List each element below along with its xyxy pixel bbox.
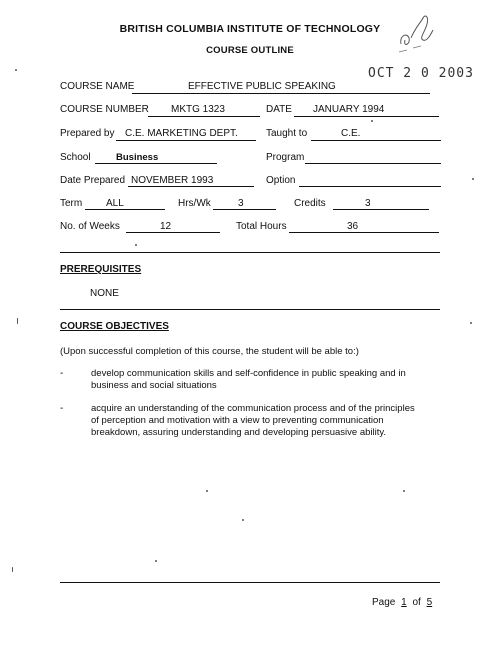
option-label: Option [266,175,296,186]
date-value: JANUARY 1994 [313,104,385,115]
course-number-line [148,116,260,117]
total-hours-value: 36 [347,221,359,232]
page-current: 1 [401,597,407,608]
objective-1-line-1: develop communication skills and self-confidence in public speaking and in [91,368,406,379]
taught-to-value: C.E. [341,128,361,139]
section-divider-top [60,252,440,253]
prerequisites-text: NONE [90,288,119,299]
scan-speck [135,244,137,246]
institution-name: BRITISH COLUMBIA INSTITUTE OF TECHNOLOGY [119,23,381,35]
date-line [294,116,439,117]
scan-speck [15,69,17,71]
scan-speck [470,322,472,324]
handwritten-signature [393,8,441,54]
school-label: School [60,152,91,163]
objective-2-line-2: of perception and motivation with a view to preventing communication [91,415,384,426]
date-prepared-label: Date Prepared [60,175,126,186]
objective-1-line-2: business and social situations [91,380,217,391]
total-hours-line [289,232,439,233]
hrs-wk-value: 3 [238,198,244,209]
course-number-label: COURSE NUMBER [60,104,149,115]
date-label: DATE [266,104,292,115]
section-divider-middle [60,309,440,310]
objective-1-bullet: - [60,368,64,379]
school-value: Business [116,152,159,163]
date-prepared-value: NOVEMBER 1993 [131,175,214,186]
objectives-intro: (Upon successful completion of this course, the student will be able to:) [60,346,359,357]
objective-2-line-3: breakdown, assuring understanding and developing persuasive ability. [91,427,387,438]
document-title: COURSE OUTLINE [206,45,294,56]
prepared-by-line [116,140,256,141]
taught-to-label: Taught to [266,128,308,139]
scan-speck [472,178,474,180]
taught-to-line [311,140,441,141]
credits-label: Credits [294,198,326,209]
weeks-label: No. of Weeks [60,221,120,232]
course-name-line [132,93,430,94]
prerequisites-heading: PREREQUISITES [60,264,142,275]
scan-speck [12,567,13,572]
weeks-line [126,232,220,233]
hrs-wk-label: Hrs/Wk [178,198,211,209]
scan-speck [403,490,405,492]
date-prepared-line [128,186,254,187]
page-total: 5 [426,597,433,608]
objective-2-line-1: acquire an understanding of the communication process and of the principles [91,403,415,414]
credits-value: 3 [365,198,371,209]
term-line [85,209,165,210]
school-line [95,163,217,164]
term-label: Term [60,198,83,209]
page-number [372,597,435,608]
objectives-heading: COURSE OBJECTIVES [60,321,169,332]
option-line [299,186,441,187]
weeks-value: 12 [160,221,172,232]
scan-speck [155,560,157,562]
scan-speck [17,318,18,324]
hrs-wk-line [213,209,276,210]
objective-2-bullet: - [60,403,64,414]
page-of-label: of [412,597,421,608]
program-line [305,163,441,164]
course-name-value: EFFECTIVE PUBLIC SPEAKING [188,81,336,92]
program-label: Program [266,152,305,163]
scan-speck [242,519,244,521]
term-value: ALL [106,198,124,209]
credits-line [333,209,429,210]
footer-divider [60,582,440,583]
course-number-value: MKTG 1323 [171,104,225,115]
total-hours-label: Total Hours [236,221,287,232]
prepared-by-label: Prepared by [60,128,115,139]
received-date-stamp: OCT 2 0 2003 [368,66,474,81]
scan-speck [371,120,373,122]
course-name-label: COURSE NAME [60,81,135,92]
page-label: Page [372,597,396,608]
scan-speck [206,490,208,492]
prepared-by-value: C.E. MARKETING DEPT. [125,128,238,139]
